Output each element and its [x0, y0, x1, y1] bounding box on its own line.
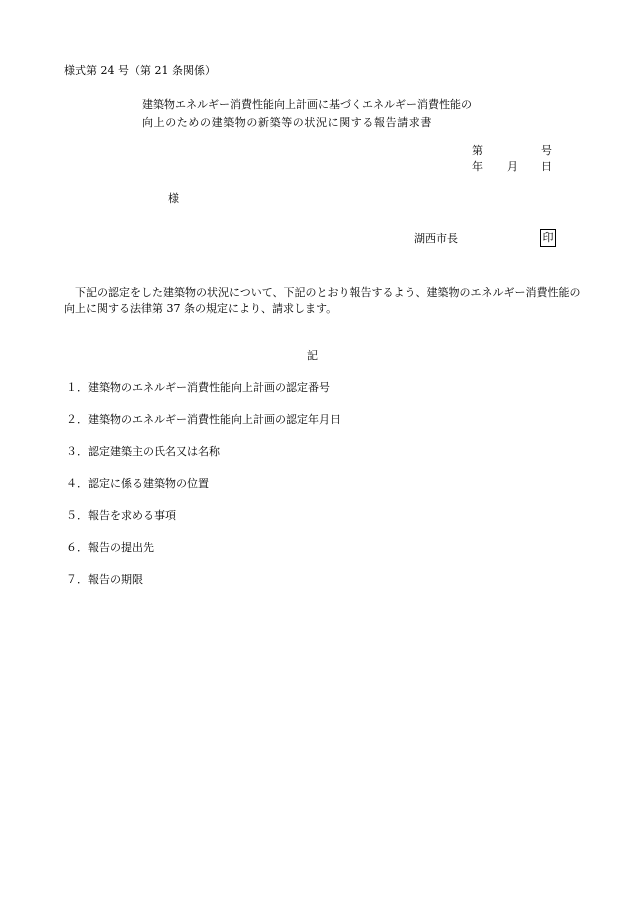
list-item-text: 報告の提出先	[88, 541, 154, 554]
section-heading-ki: 記	[307, 349, 318, 362]
body-paragraph: 下記の認定をした建築物の状況について、下記のとおり報告するよう、建築物のエネルギー消費性能の向上に関する法律第 37 条の規定により、請求します。	[64, 286, 581, 315]
list-item	[66, 509, 176, 523]
list-item	[66, 381, 330, 395]
list-item-number: １．	[66, 381, 88, 394]
list-item-number: ４．	[66, 477, 88, 490]
list-item-number: ２．	[66, 413, 88, 426]
list-item-number: ７．	[66, 573, 88, 586]
list-item-text: 建築物のエネルギー消費性能向上計画の認定年月日	[88, 413, 341, 426]
list-item-text: 報告を求める事項	[88, 509, 176, 522]
date-year-label: 年	[472, 160, 483, 173]
document-number-suffix: 号	[541, 144, 552, 157]
list-item-number: ６．	[66, 541, 88, 554]
list-item-number: ３．	[66, 445, 88, 458]
document-title-line-2: 向上のための建築物の新築等の状況に関する報告請求書	[142, 116, 432, 129]
form-number: 様式第 24 号（第 21 条関係）	[64, 64, 216, 77]
document-title-line-1: 建築物エネルギー消費性能向上計画に基づくエネルギー消費性能の	[142, 98, 472, 111]
addressee-suffix: 様	[168, 192, 179, 205]
list-item-number: ５．	[66, 509, 88, 522]
list-item-text: 建築物のエネルギー消費性能向上計画の認定番号	[88, 381, 330, 394]
list-item	[66, 413, 341, 427]
document-number-prefix: 第	[472, 144, 483, 157]
seal-box: 印	[540, 229, 556, 247]
date-day-label: 日	[541, 160, 552, 173]
list-item-text: 認定建築主の氏名又は名称	[88, 445, 220, 458]
list-item	[66, 445, 220, 459]
list-item	[66, 477, 209, 491]
issuer-name: 湖西市長	[414, 232, 458, 245]
list-item	[66, 573, 143, 587]
list-item	[66, 541, 154, 555]
list-item-text: 報告の期限	[88, 573, 143, 586]
list-item-text: 認定に係る建築物の位置	[88, 477, 209, 490]
date-month-label: 月	[507, 160, 518, 173]
